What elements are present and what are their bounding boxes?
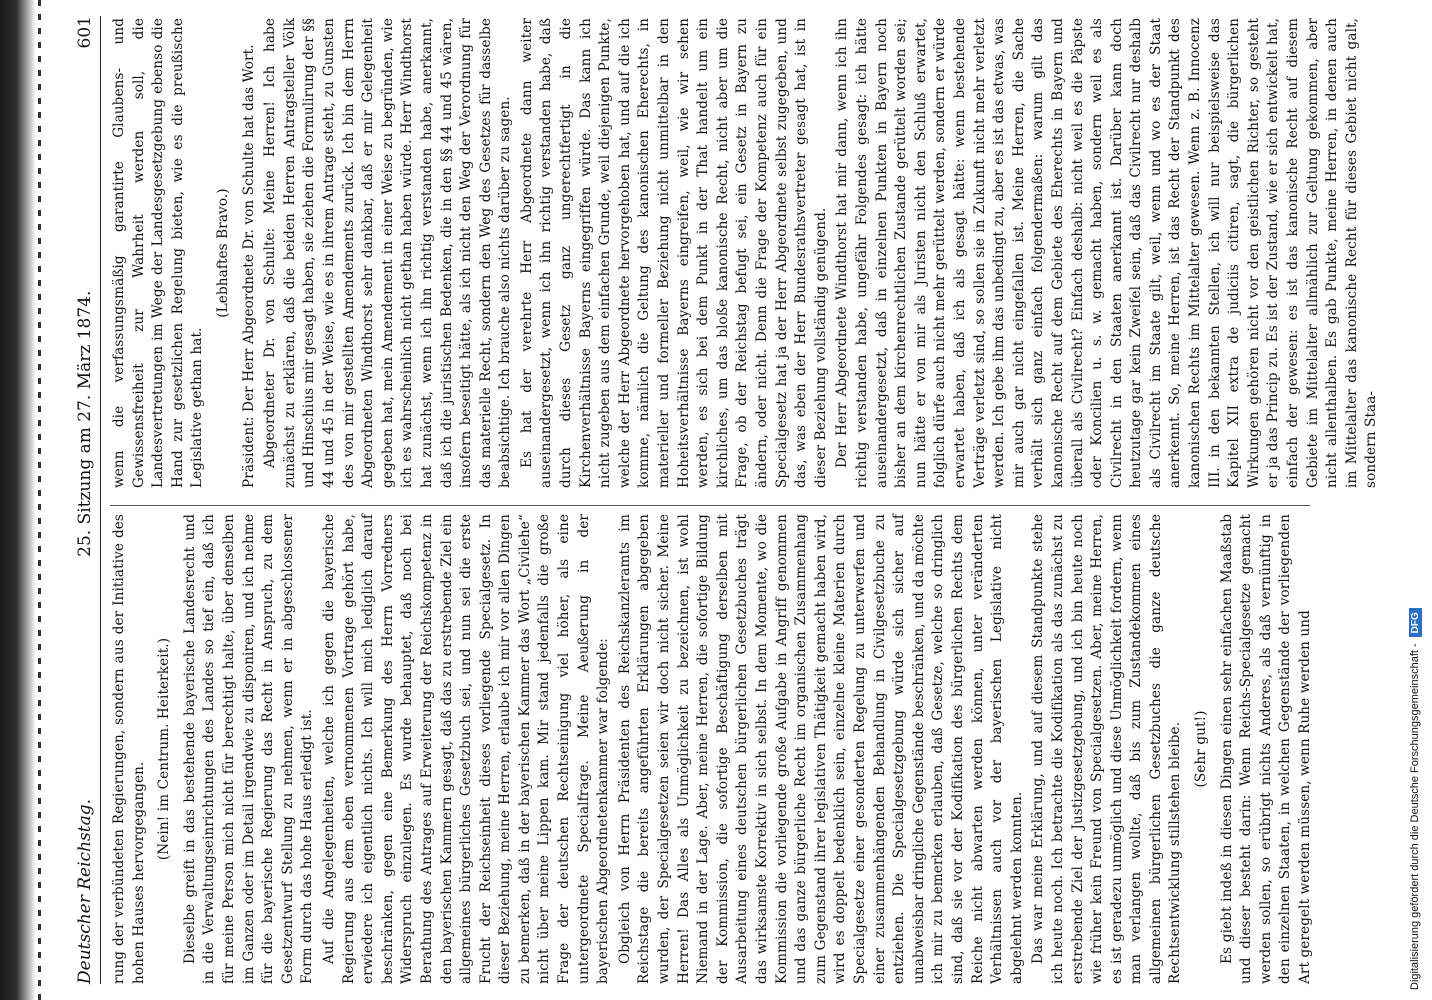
paragraph: rung der verbündeten Regierungen, sondern aus der Initiative des hohen Hauses hervorgegangen.: [111, 514, 147, 984]
speech-paragraph: Es hat der verehrte Herr Abgeordnete dann weiter auseinandergesetzt, wenn ich ihn richtig verstanden habe, daß durch dieses Gesetz ganz ungerechtfertigt in die Kirchenverhältnisse Bayerns eingegriffen würde. Das kann ich nicht zugeben aus dem einfachen Grunde, weil diejenigen Punkte, welche der Herr Abgeordnete hervorgehoben hat, und auf die ich komme, nämlich die Geltung des kanonischen Eherechts, in materieller und formeller Beziehung nicht unmittelbar in den Hoheitsverhältnisse Bayerns eingreifen, weil, wie wir sehen werden, es sich bei dem Punkt in der That handelt um ein kirchliches, um das bloße kanonische Recht, nicht aber um die Frage, ob der Reichstag befugt sei, ein Gesetz in Bayern zu ändern, oder nicht. Denn die Frage der Kompetenz auch für ein Specialgesetz hat ja der Herr Abgeordnete selbst zugegeben, und das, was eben der Herr Bundesrathsvertreter gesagt hat, ist in dieser Beziehung vollständig genügend.: [518, 18, 829, 488]
scan-edge-shadow: [0, 0, 36, 1000]
digitization-credit: [1404, 10, 1426, 990]
speech-paragraph: Der Herr Abgeordnete Windthorst hat mir dann, wenn ich ihn richtig verstanden habe, ungefähr Folgendes gesagt: ich hätte auseinandergesetzt, daß in einzelnen Punkten in Bayern noch bisher an dem kirchenrechtlichen Zustande gerüttelt worden sei; nun hätte er von mir als Juristen nicht den Schluß erwartet, folglich dürfe auch nicht mehr gerüttelt werden, sondern er würde erwartet haben, daß ich als gesagt hätte: wenn bestehende Verträge verletzt sind, so sollen sie in Zukunft nicht mehr verletzt werden. Ich gebe ihm das unbedingt zu, aber es ist das etwas, was mir auch gar nicht eingefallen ist. Meine Herren, die Sache verhält sich ganz einfach folgendermaßen: warum gilt das kanonische Recht auf dem Gebiete des Eherechts in Bayern und überall als Civilrecht? Einfach deshalb: nicht weil es die Päpste oder Koncilien u. s. w. gemacht haben, sondern weil es als Civilrecht in den Staaten anerkannt ist. Darüber kann doch heutzutage gar kein Zweifel sein, daß das Civilrecht nur deshalb als Civilrecht im Staate gilt, weil, wenn und wo es der Staat anerkennt. So, meine Herren, ist das Recht der Standpunkt des kanonischen Rechts im Mittelalter gewesen. Wenn z. B. Innocenz III. in den bekannten Stellen, ich will nur beispielsweise das Kapitel XII extra de judiciis citiren, sagt, die bürgerlichen Wirkungen gehören nicht vor den geistlichen Richter, so gesteht er ja das Princip zu. Es ist der Zustand, wie er sich entwickelt hat, einfach der gewesen: es ist das kanonische Recht auf diesem Gebiete im Mittelalter allmählich zur Geltung gekommen, aber nicht allenthalben. Es gab Punkte, meine Herren, in denen auch im Mittelalter das kanonische Recht für dieses Gebiet nicht galt, sondern Staa-: [834, 18, 1380, 488]
page-number: 601: [75, 16, 95, 49]
speech-paragraph: Abgeordneter Dr. von Schulte: Meine Herren! Ich habe zunächst zu erklären, daß die beiden Herren Antragsteller Völk und Hinschius mir gesagt haben, sie ziehen die Formulirung der §§ 44 und 45 in der Weise, wie es in ihrem Antrage steht, zu Gunsten des von mir gestellten Amendements zurück. Ich bin dem Herrn Abgeordneten Windthorst sehr dankbar, daß er mir Gelegenheit gegeben hat, mein Amendement in einer Weise zu begründen, wie ich es wahrscheinlich nicht gethan haben würde. Herr Windthorst hat zunächst, wenn ich ihn richtig verstanden habe, anerkannt, daß ich die juristischen Bedenken, die in den §§ 44 und 45 wären, insofern beseitigt hätte, als ich nicht den Weg der Verordnung für das materielle Recht, sondern den Weg des Gesetzes für dasselbe beabsichtige. Ich brauche also nichts darüber zu sagen.: [262, 18, 514, 488]
quoted-paragraph: Obgleich von Herrn Präsidenten des Reichskanzleramts im Reichstage die bereits angeführten Erklärungen abgegeben wurden, der Specialgesetzen seien wir doch nicht sicher. Meine Herren! Das Alles als Unmöglichkeit zu bezeichnen, ist wohl Niemand in der Lage. Aber, meine Herren, die sofortige Bildung der Kommission, die sofortige Beschäftigung derselben mit Ausarbeitung eines deutschen bürgerlichen Gesetzbuches trägt das wirksamste Korrektiv in sich selbst. In dem Momente, wo die Kommission die vorliegende große Aufgabe in Angriff genommen und das ganze bürgerliche Recht im organischen Zusammenhang zum Gegenstand ihrer legislativen Thätigkeit gemacht haben wird, wird es doppelt bedenklich sein, einzelne kleine Materien durch Specialgesetze einer gesonderten Regelung zu unterwerfen und einer zusammenhängenden Behandlung in Civilgesetzbuche zu entziehen. Die Specialgesetzgebung würde sich sicher auf unabweisbar dringliche Gegenstände beschränken, und da möchte ich mir zu bemerken erlauben, daß Gesetze, welche so dringlich sind, daß sie vor der Kodifikation des bürgerlichen Rechts dem Reiche nicht abwarten werden können, unter veränderten Verhältnissen auch vor der bayerischen Legislative nicht abgelehnt werden konnten.: [616, 514, 1025, 984]
column-divider: [110, 505, 1310, 506]
paragraph: Auf die Angelegenheiten, welche ich gegen die bayerische Regierung aus dem eben vernommenen Vortrage gehört habe, erwiedere ich eigentlich nichts. Ich will mich lediglich darauf beschränken, gegen eine Bemerkung des Herrn Vorredners Widerspruch einzulegen. Es wurde behauptet, daß noch bei Berathung des Antrages auf Erweiterung der Reichskompetenz in den bayerischen Kammern gesagt, daß das zu erstrebende Ziel ein allgemeines bürgerliches Gesetzbuch sei, und nun sei die erste Frucht der Reichseinheit dieses vorliegende Specialgesetz. In dieser Beziehung, meine Herren, erlaube ich mir vor allen Dingen zu bemerken, daß in der bayerischen Kammer das Wort „Civilehe“ nicht über meine Lippen kam. Mir stand jedenfalls die große Frage der deutschen Rechtseinigung viel höher, als eine untergeordnete Specialfrage. Meine Aeußerung in der bayerischen Abgeordnetenkammer war folgende:: [320, 514, 612, 984]
interjection: (Lebhaftes Bravo.): [214, 188, 231, 318]
paragraph: Es giebt indeß in diesen Dingen einen sehr einfachen Maaßstab und dieser besteht darin: Wenn Reichs-Specialgesetze gemacht werden sollen, so erübrigt nichts Anderes, als daß vernünftig in den einzelnen Staaten, in welchen Gegenstände der vorliegenden Art geregelt werden müssen, wenn Ruhe werden und: [1218, 514, 1314, 984]
paragraph: Dieselbe greift in das bestehende bayerische Landesrecht und in die Verwaltungseinrichtungen des Landes so tief ein, daß ich für meine Person mich nicht für berechtigt halte, über denselben im Ganzen oder im Detail irgendwie zu disponiren, und ich nehme für die bayerische Regierung das Recht in Anspruch, zu dem Gesetzentwurf Stellung zu nehmen, wenn er in abgeschlossener Form durch das hohe Haus erledigt ist.: [181, 514, 316, 984]
credit-text: Digitalisierung gefördert durch die Deutsche Forschungsgemeinschaft -: [1409, 643, 1421, 990]
paragraph: wenn die verfassungsmäßig garantirte Glaubens- und Gewissensfreiheit zur Wahrheit werden soll, die Landesvertretungen im Wege der Landesgesetzgebung ebenso die Hand zur gesetzlichen Regelung bieten, wie es die preußische Legislative gethan hat.: [111, 18, 206, 488]
paragraph: Das war meine Erklärung, und auf diesem Standpunkte stehe ich heute noch. Ich betrachte die Kodifikation als das zunächst zu erstrebende Ziel der Justizgesetzgebung, und ich bin heute noch wie früher kein Freund von Specialgesetzen. Aber, meine Herren, es ist geradezu unmöglich und diese Unmöglichkeit fordern, wenn man verlangen wollte, daß bis zum Zustandekommen eines allgemeinen bürgerlichen Gesetzbuches die ganze deutsche Rechtsentwicklung stillstehen bleibe.: [1030, 514, 1184, 984]
interjection: (Sehr gut!): [1193, 710, 1210, 788]
dfg-logo: DFG: [1409, 608, 1422, 637]
header-session: 25. Sitzung am 27. März 1874.: [75, 290, 95, 557]
binding-gutter: [38, 0, 41, 1000]
left-column: [110, 514, 1318, 984]
page-header: [70, 16, 101, 984]
speaker-announcement: Präsident: Der Herr Abgeordnete Dr. von Schulte hat das Wort.: [240, 44, 257, 488]
interjection: (Nein! im Centrum. Heiterkeit.): [156, 637, 173, 861]
right-column: [110, 18, 1384, 488]
rotated-page: [58, 0, 1378, 1000]
header-publication: Deutscher Reichstag.: [75, 799, 95, 984]
